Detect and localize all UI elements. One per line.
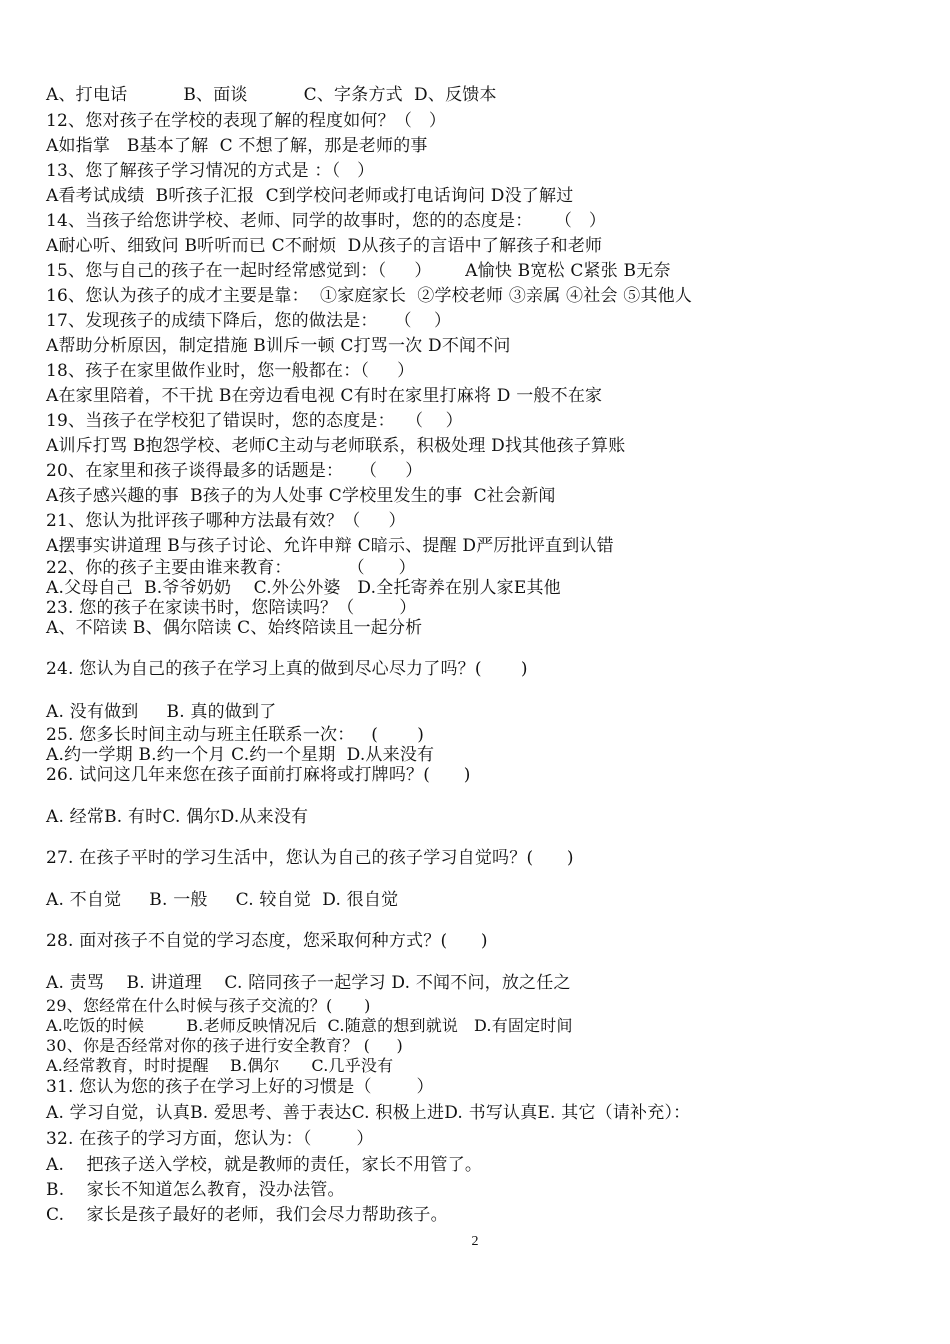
q32-option-a: A. 把孩子送入学校，就是教师的责任，家长不用管了。: [46, 1155, 483, 1175]
q21-options: A摆事实讲道理 B与孩子讨论、允许申辩 C暗示、提醒 D严厉批评直到认错: [46, 536, 614, 556]
q24-question: 24. 您认为自己的孩子在学习上真的做到尽心尽力了吗？( ): [46, 659, 528, 679]
q30-options: A.经常教育，时时提醒 B.偶尔 C.几乎没有: [46, 1056, 394, 1075]
q27-options: A. 不自觉 B. 一般 C. 较自觉 D. 很自觉: [46, 890, 399, 910]
q32-option-c: C. 家长是孩子最好的老师，我们会尽力帮助孩子。: [46, 1205, 448, 1225]
q32-option-b: B. 家长不知道怎么教育，没办法管。: [46, 1180, 345, 1200]
q14-question: 14、当孩子给您讲学校、老师、同学的故事时，您的的态度是： （ ）: [46, 211, 607, 231]
q27-question: 27. 在孩子平时的学习生活中，您认为自己的孩子学习自觉吗？( ): [46, 848, 574, 868]
q28-options: A. 责骂 B. 讲道理 C. 陪同孩子一起学习 D. 不闻不问，放之任之: [46, 973, 571, 993]
q17-options: A帮助分析原因，制定措施 B训斥一顿 C打骂一次 D不闻不问: [46, 336, 511, 356]
q32-question: 32. 在孩子的学习方面，您认为：（ ）: [46, 1129, 374, 1149]
q13-options: A看考试成绩 B听孩子汇报 C到学校问老师或打电话询问 D没了解过: [46, 186, 574, 206]
q16-question: 16、您认为孩子的成才主要是靠： ①家庭家长 ②学校老师 ③亲属 ④社会 ⑤其他人: [46, 286, 693, 306]
q25-question: 25. 您多长时间主动与班主任联系一次： ( ): [46, 725, 425, 745]
q19-question: 19、当孩子在学校犯了错误时，您的态度是： （ ）: [46, 411, 463, 431]
q20-options: A孩子感兴趣的事 B孩子的为人处事 C学校里发生的事 C社会新闻: [46, 486, 556, 506]
q14-options: A耐心听、细致问 B听听而已 C不耐烦 D从孩子的言语中了解孩子和老师: [46, 236, 603, 256]
q31-question: 31. 您认为您的孩子在学习上好的习惯是（ ）: [46, 1077, 434, 1097]
q23-options: A、不陪读 B、偶尔陪读 C、始终陪读且一起分析: [46, 618, 423, 638]
q22-question: 22、你的孩子主要由谁来教育： （ ）: [46, 558, 416, 578]
q21-question: 21、您认为批评孩子哪种方法最有效？（ ）: [46, 511, 406, 531]
q30-question: 30、你是否经常对你的孩子进行安全教育？ ( ): [46, 1036, 403, 1055]
q15-question: 15、您与自己的孩子在一起时经常感觉到：（ ） A愉快 B宽松 C紧张 B无奈: [46, 261, 671, 281]
q12-question: 12、您对孩子在学校的表现了解的程度如何？（ ）: [46, 111, 447, 131]
q26-question: 26. 试问这几年来您在孩子面前打麻将或打牌吗？( ): [46, 765, 471, 785]
q26-options: A. 经常B. 有时C. 偶尔D.从来没有: [46, 807, 309, 827]
q11-options: A、打电话 B、面谈 C、字条方式 D、反馈本: [46, 85, 497, 105]
q25-options: A.约一学期 B.约一个月 C.约一个星期 D.从来没有: [46, 745, 435, 765]
q29-question: 29、您经常在什么时候与孩子交流的？( ): [46, 996, 371, 1015]
q18-options: A在家里陪着，不干扰 B在旁边看电视 C有时在家里打麻将 D 一般不在家: [46, 386, 603, 406]
q22-options: A.父母自己 B.爷爷奶奶 C.外公外婆 D.全托寄养在别人家E其他: [46, 578, 561, 598]
q28-question: 28. 面对孩子不自觉的学习态度，您采取何种方式？( ): [46, 931, 488, 951]
q23-question: 23. 您的孩子在家读书时，您陪读吗？（ ）: [46, 598, 417, 618]
q18-question: 18、孩子在家里做作业时，您一般都在：（ ）: [46, 361, 415, 381]
q19-options: A训斥打骂 B抱怨学校、老师C主动与老师联系，积极处理 D找其他孩子算账: [46, 436, 626, 456]
q12-options: A如指掌 B基本了解 C 不想了解，那是老师的事: [46, 136, 428, 156]
q13-question: 13、您了解孩子学习情况的方式是 ：（ ）: [46, 161, 375, 181]
q17-question: 17、发现孩子的成绩下降后，您的做法是： （ ）: [46, 311, 452, 331]
page-number: 2: [471, 1234, 479, 1249]
q24-options: A. 没有做到 B. 真的做到了: [46, 702, 277, 722]
q20-question: 20、在家里和孩子谈得最多的话题是： （ ）: [46, 461, 423, 481]
q29-options: A.吃饭的时候 B.老师反映情况后 C.随意的想到就说 D.有固定时间: [46, 1016, 573, 1035]
q31-options: A. 学习自觉，认真B. 爱思考、善于表达C. 积极上进D. 书写认真E. 其它（请补充）：: [46, 1103, 691, 1123]
